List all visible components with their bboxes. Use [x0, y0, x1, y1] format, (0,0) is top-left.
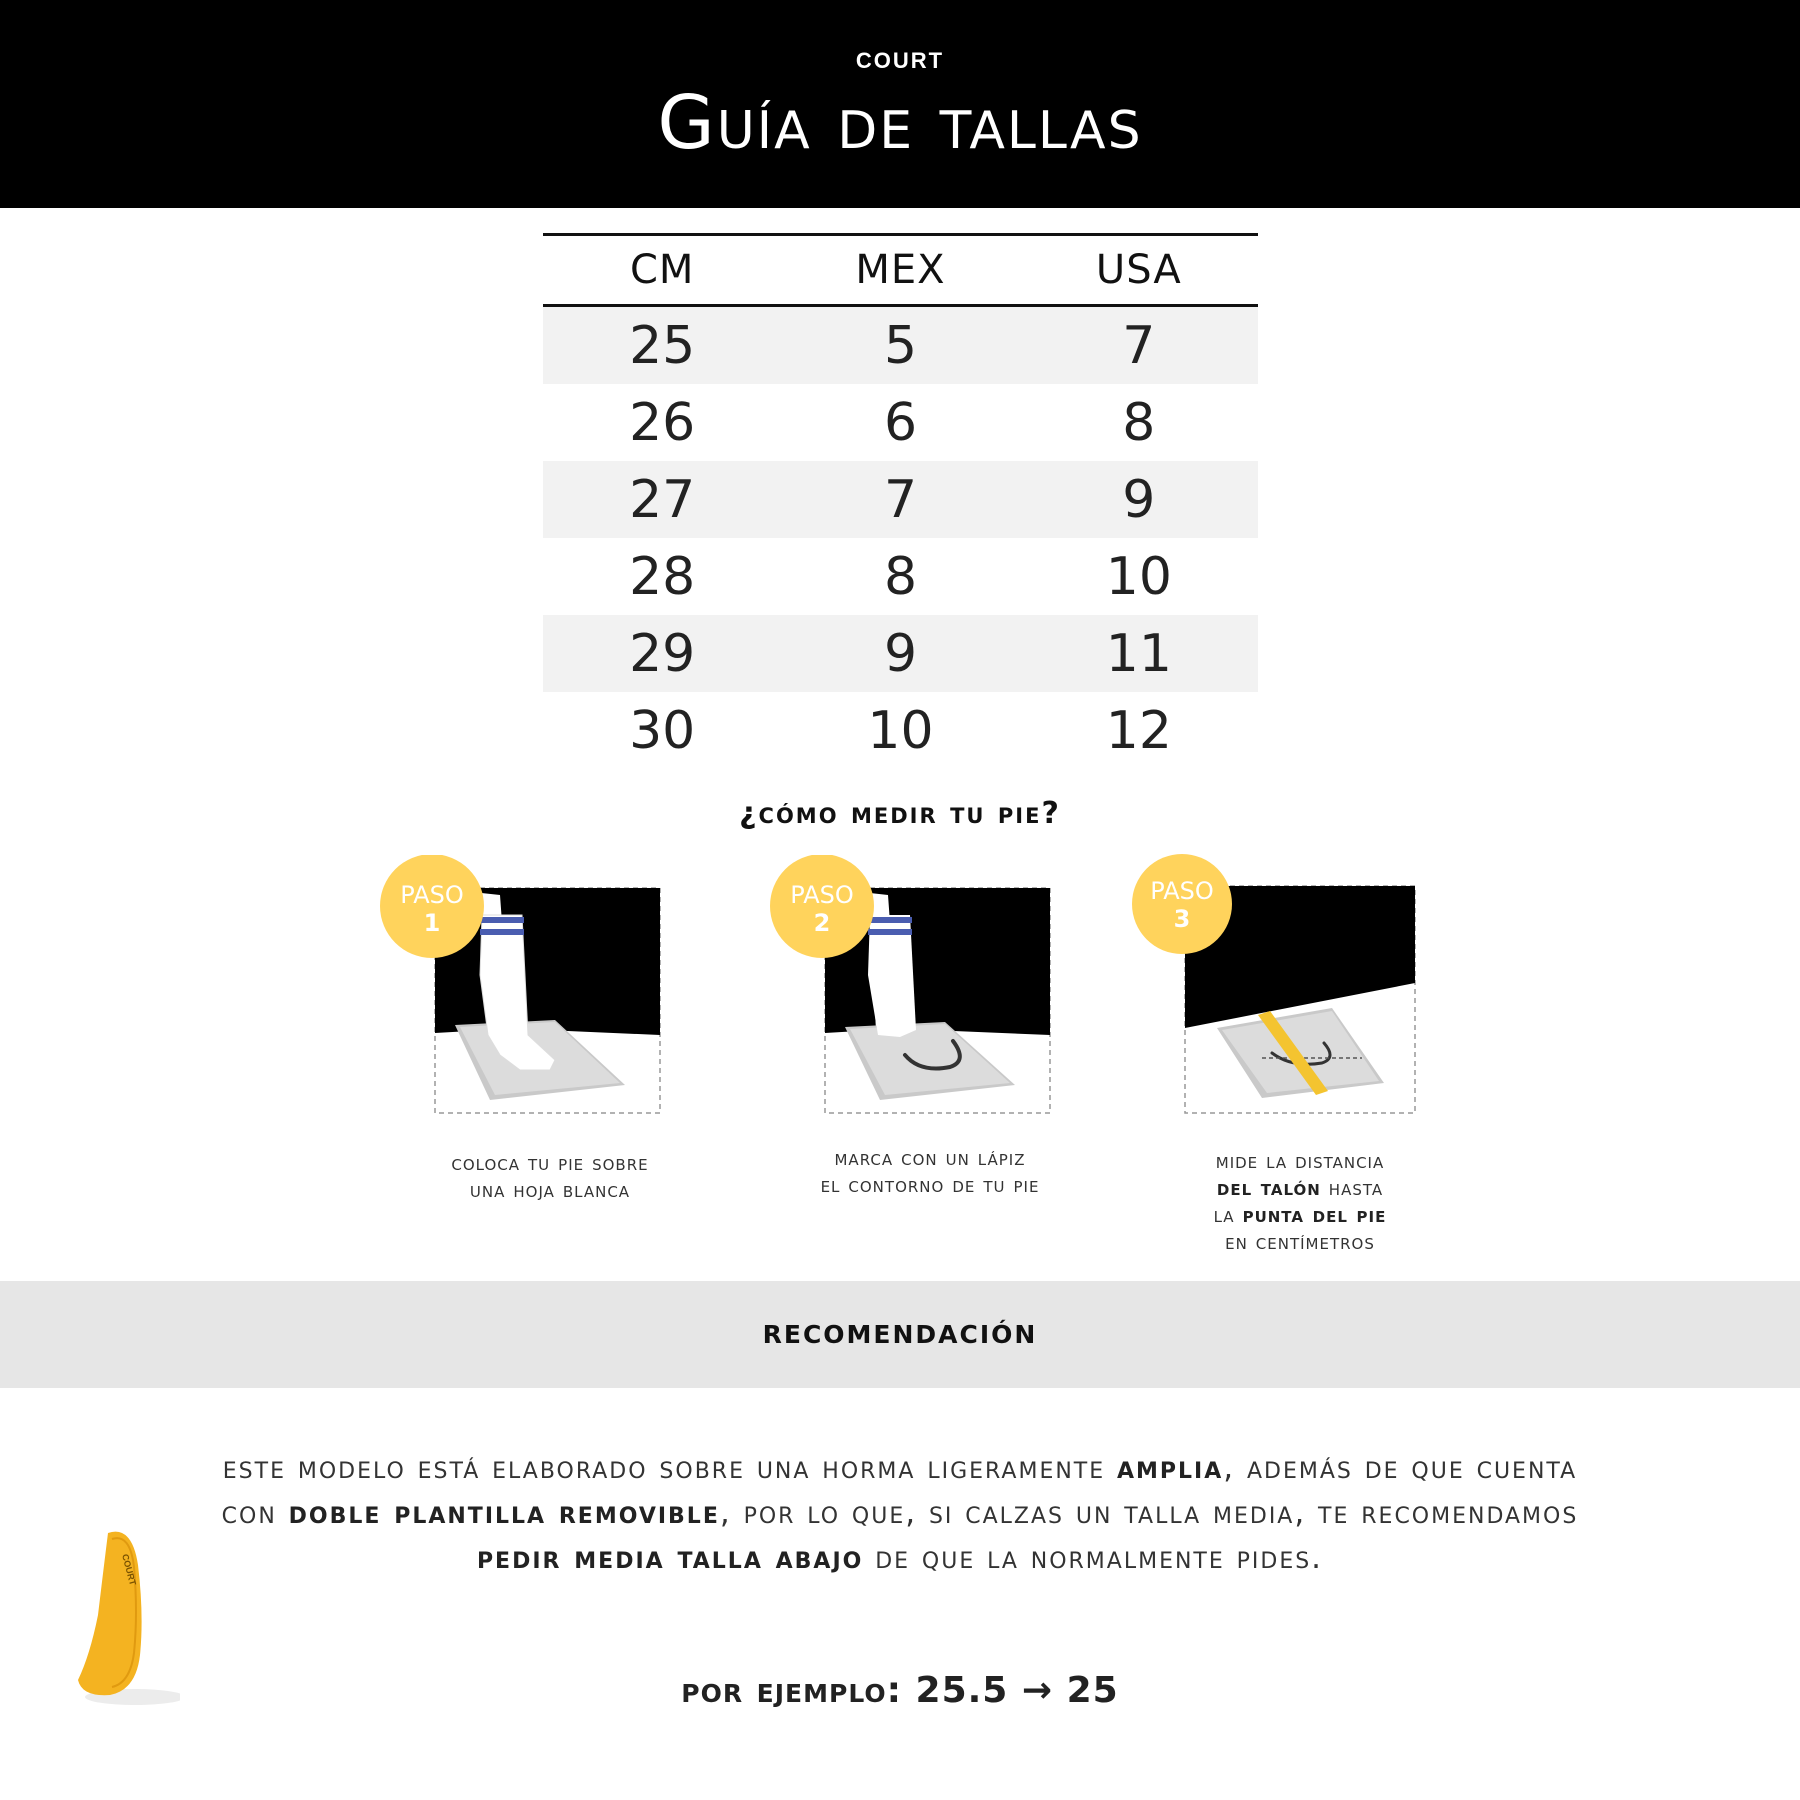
step-badge-word: PASO [400, 881, 464, 909]
cell-mex: 9 [883, 623, 918, 684]
column-header-cm: CM [629, 247, 695, 293]
step-3-caption: mide la distancia del talón hasta la punta del pie en centímetros [1213, 1149, 1387, 1255]
step-badge-number: 1 [423, 909, 441, 937]
step-1-illustration [380, 855, 665, 1120]
step-badge-word: PASO [1150, 877, 1214, 905]
table-row [543, 384, 1258, 461]
cell-usa: 7 [1122, 315, 1156, 376]
insole-brand: COURT [120, 1552, 139, 1587]
cell-usa: 8 [1122, 392, 1156, 453]
recommendation-band [0, 1281, 1800, 1388]
table-row [543, 461, 1258, 538]
table-row [543, 538, 1258, 615]
step-badge-word: PASO [790, 881, 854, 909]
cell-usa: 11 [1105, 623, 1172, 684]
table-row [543, 307, 1258, 384]
column-header-mex: MEX [855, 247, 946, 293]
step-2-illustration [770, 855, 1055, 1120]
step-2-caption: marca con un lápiz el contorno de tu pie [820, 1146, 1040, 1198]
column-header-usa: USA [1095, 247, 1182, 293]
header [0, 0, 1800, 208]
example-text: por ejemplo: 25.5 → 25 [681, 1670, 1119, 1711]
cell-cm: 26 [629, 392, 696, 453]
step-badge-number: 2 [813, 909, 831, 937]
cell-usa: 12 [1105, 700, 1172, 761]
cell-mex: 6 [883, 392, 918, 453]
recommendation-text: este modelo está elaborado sobre una horma ligeramente amplia, además de que cuenta con doble plantilla removible, por lo que, si calzas un talla media, te recomendamos pedir media talla abajo de que la normalmente pides. [221, 1450, 1579, 1576]
cell-cm: 28 [629, 546, 696, 607]
cell-mex: 7 [883, 469, 918, 530]
table-body [543, 307, 1258, 769]
step-1-caption: coloca tu pie sobre una hoja blanca [451, 1151, 649, 1203]
cell-cm: 30 [629, 700, 696, 761]
step-badge-number: 3 [1173, 905, 1191, 933]
cell-usa: 9 [1122, 469, 1156, 530]
pencil-outline-icon [770, 855, 1055, 1120]
table-row [543, 615, 1258, 692]
brand-logo: COURT [855, 48, 945, 73]
insole-icon [60, 1525, 180, 1710]
cell-mex: 5 [883, 315, 918, 376]
ruler-measure-icon [1132, 853, 1417, 1118]
size-table [543, 233, 1258, 769]
table-header [543, 233, 1258, 307]
cell-cm: 25 [629, 315, 696, 376]
cell-cm: 29 [629, 623, 696, 684]
step-3-illustration [1132, 853, 1417, 1118]
recommendation-title: recomendación [762, 1311, 1038, 1352]
cell-usa: 10 [1105, 546, 1172, 607]
table-row [543, 692, 1258, 769]
how-to-measure-title: ¿cómo medir tu pie? [739, 796, 1061, 831]
page-title: Guía de tallas [657, 80, 1143, 166]
cell-mex: 10 [867, 700, 934, 761]
cell-mex: 8 [883, 546, 918, 607]
foot-on-paper-icon [380, 855, 665, 1120]
cell-cm: 27 [629, 469, 696, 530]
